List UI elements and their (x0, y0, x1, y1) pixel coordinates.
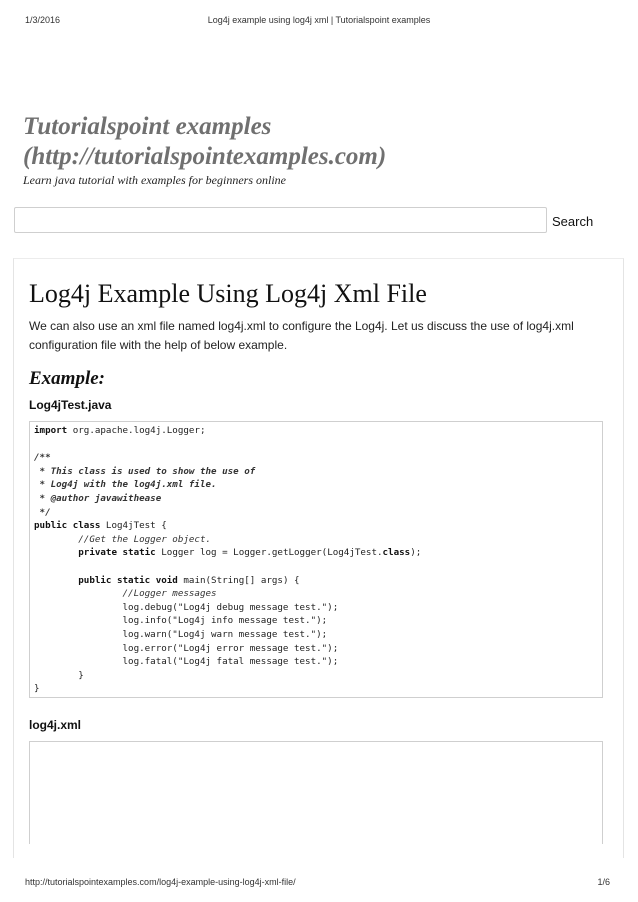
code-indent (34, 615, 123, 626)
code-line: log.warn("Log4j warn message test."); (122, 628, 328, 640)
file-label-java: Log4jTest.java (29, 398, 112, 412)
print-footer-url: http://tutorialspointexamples.com/log4j-example-using-log4j-xml-file/ (25, 877, 296, 887)
code-line: log.fatal("Log4j fatal message test."); (122, 656, 339, 668)
code-indent (34, 643, 123, 654)
code-line: } (34, 683, 40, 695)
code-comment: * Log4j with the log4j.xml file. (34, 479, 217, 491)
code-line: main(String[] args) { (177, 574, 300, 586)
site-title[interactable] (23, 112, 386, 172)
code-indent (34, 656, 123, 667)
code-keyword: public static void (78, 574, 178, 586)
code-keyword: import (34, 425, 68, 436)
code-line: ); (410, 547, 422, 559)
code-comment: /** (34, 452, 51, 464)
code-comment: //Logger messages (122, 588, 217, 600)
site-title-line1[interactable]: Tutorialspoint examples (23, 113, 272, 140)
code-line: Logger log = Logger.getLogger(Log4jTest. (155, 547, 383, 559)
code-indent (34, 575, 78, 586)
post-title: Log4j Example Using Log4j Xml File (29, 279, 427, 308)
code-line: log.debug("Log4j debug message test."); (122, 601, 339, 613)
print-page-title: Log4j example using log4j xml | Tutorialspoint examples (207, 15, 431, 25)
code-indent (34, 547, 78, 558)
code-line: } (34, 669, 84, 681)
code-comment: */ (34, 506, 51, 518)
code-indent (34, 602, 123, 613)
example-heading: Example: (29, 368, 105, 389)
search-button[interactable]: Search (552, 210, 604, 232)
code-comment: //Get the Logger object. (78, 533, 212, 545)
site-title-line2[interactable]: (http://tutorialspointexamples.com) (23, 143, 387, 170)
code-line: Log4jTest { (100, 520, 167, 532)
file-label-xml: log4j.xml (29, 718, 82, 732)
code-indent (34, 534, 78, 545)
code-keyword: public class (34, 520, 101, 532)
print-date: 1/3/2016 (25, 15, 61, 25)
site-tagline: Learn java tutorial with examples for beginners online (23, 173, 286, 187)
code-comment: * @author javawithease (34, 492, 162, 504)
code-indent (34, 629, 123, 640)
code-line: log.info("Log4j info message test."); (122, 615, 328, 627)
code-line: org.apache.log4j.Logger; (67, 425, 206, 436)
code-text (30, 422, 602, 698)
code-keyword: class (382, 547, 411, 559)
search-input[interactable] (14, 207, 547, 233)
code-keyword: private static (78, 547, 156, 559)
code-block-xml (29, 741, 603, 844)
code-line: log.error("Log4j error message test."); (122, 642, 339, 654)
code-indent (34, 588, 123, 599)
code-comment: * This class is used to show the use of (34, 465, 256, 477)
code-block-java (29, 421, 603, 698)
print-page-number: 1/6 (597, 877, 610, 887)
post-intro: We can also use an xml file named log4j.xml to configure the Log4j. Let us discuss the use of log4j.xml configuration file with the help of below example. (29, 319, 574, 352)
